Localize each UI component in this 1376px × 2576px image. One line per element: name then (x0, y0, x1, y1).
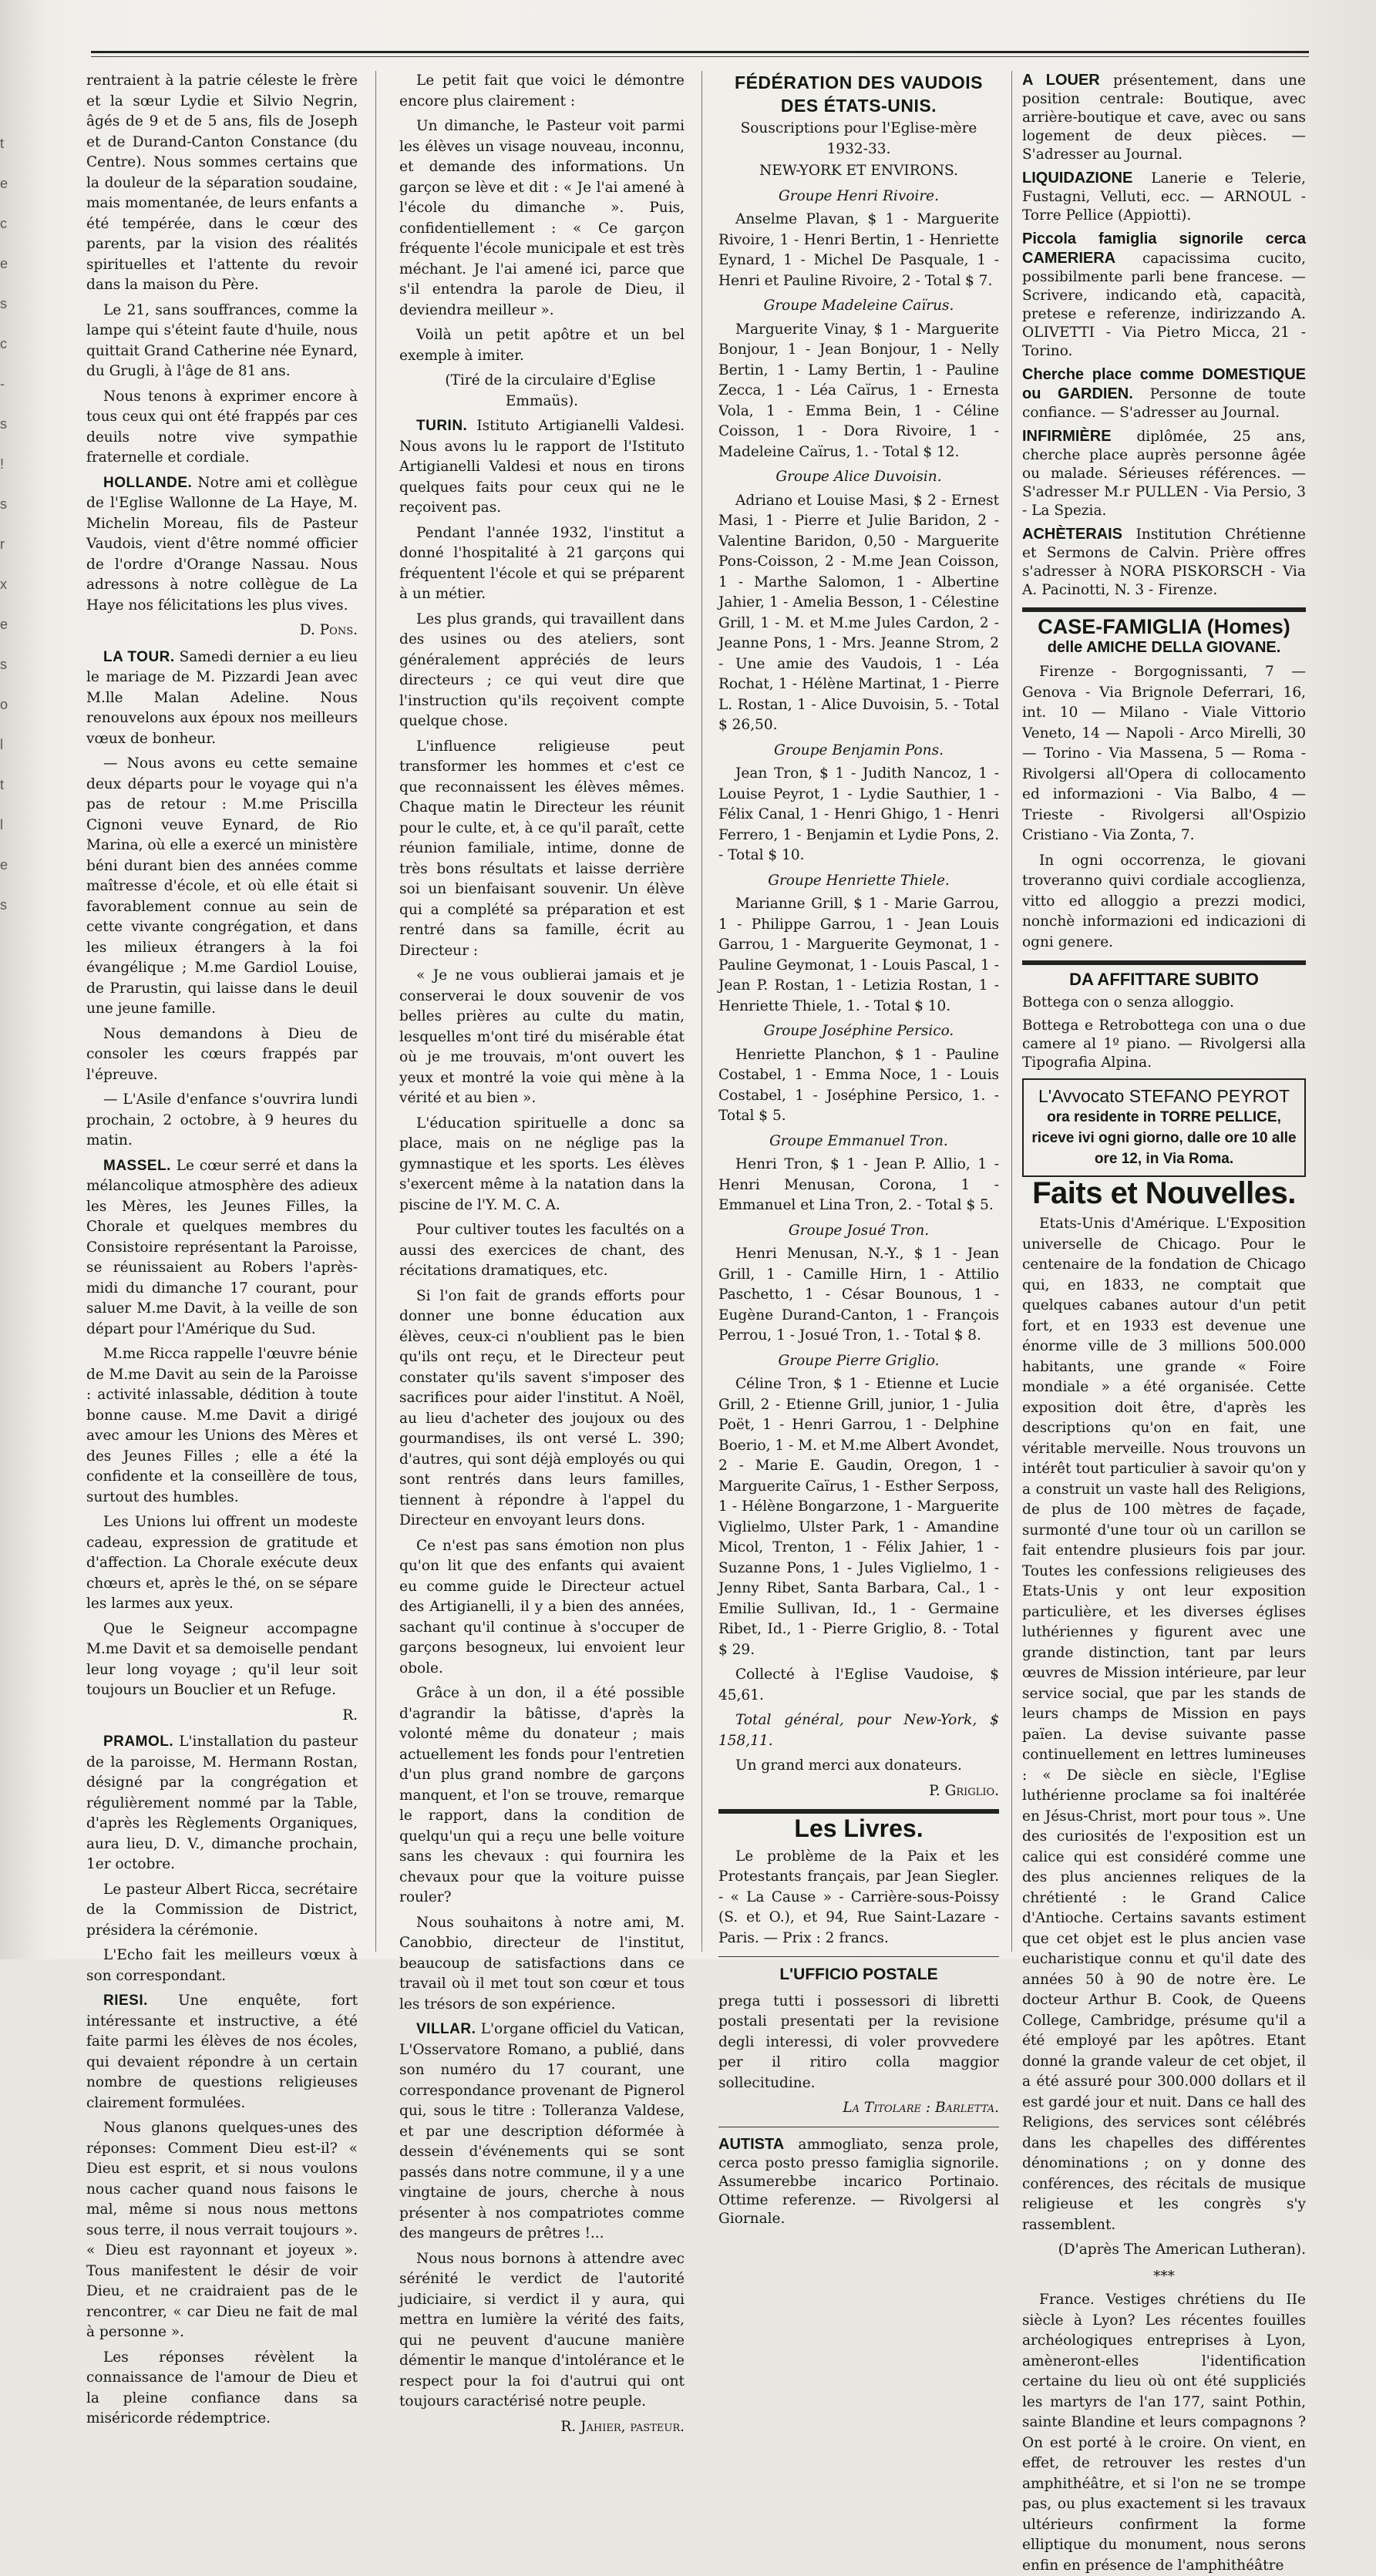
ad-text: Institution Chrétienne et Sermons de Calvin. Prière offres s'adresser à NORA PISKORSCH - Via A. Pacinotti, N. 3 - Firenze. (1022, 526, 1306, 598)
group-donors: Céline Tron, $ 1 - Etienne et Lucie Grill, 2 - Etienne Grill, junior, 1 - Julia Poët, 1 - Henri Garrou, 1 - Delphine Boerio, 1 - M. et M.me Albert Avondet, 2 - Marie E. Gaudin, Oregon, 1 - Marguerite Caïrus, 1 - Esther Serposs, 1 - Hélène Bongarzone, 1 - Marguerite Viglielmo, Ulster Park, 1 - Amandine Micol, Trenton, 1 - Félix Jahier, 1 - Suzanne Pons, 1 - Jules Viglielmo, 1 - Jenny Ribet, Santa Barbara, Cal., 1 - Emilie Sullivan, Id., 1 - Germaine Ribet, Id., 1 - Pierre Griglio, 8. - Total $ 29. (718, 1376, 999, 1658)
ad-heading: LIQUIDAZIONE (1022, 170, 1133, 187)
edge-mark: - (0, 376, 5, 392)
paragraph-text: Samedi dernier a eu lieu le mariage de M. Pizzardi Jean avec M.lle Malan Adeline. Nous renouvelons aux époux nos meilleurs vœux de bonheur. (86, 648, 358, 747)
paragraph: Nous nous bornons à attendre avec sérénité le verdict de l'autorité judiciaire, si verdict il y aura, qui mettra en lumière la vérité des faits, qui ne peuvent d'aucune manière démentir le manque d'intolérance et le respect pour la foi d'autrui qui ont toujours caractérisé notre peuple. (399, 2250, 685, 2410)
paragraph: M.me Ricca rappelle l'œuvre bénie de M.me Davit au sein de la Paroisse : activité inlassable, dédition à toute bonne cause. M.me Davit a dirigé avec amour les Unions des Mères et des Jeunes Filles ; elle a été la confidente et la conseillère de tous, surtout des humbles. (86, 1346, 358, 1505)
ad-heading: A LOUER (1022, 72, 1100, 89)
paragraph: — Nous avons eu cette semaine deux départs pour le voyage qui n'a pas de retour : M.me Priscilla Cignoni veuve Eynard, de Rio Marina, où elle a exercé un ministère béni durant bien des années comme maîtresse d'école, et où elle était si favorablement connue au sein de cette vivante congrégation, et dans les milieux étrangers à la foi évangélique ; M.me Gardiol Louise, de Prarustin, qui laisse dans le deuil une jeune famille. (86, 755, 358, 1017)
group-heading: Groupe Henri Rivoire. (778, 187, 939, 204)
donor-groups (718, 187, 999, 1661)
edge-mark: s (0, 296, 7, 311)
paragraph-text: L'organe officiel du Vatican, L'Osservatore Romano, a publié, dans son numéro du 17 courant, une correspondance provenant de Pignerol qui, sous le titre : Tolleranza Valdese, et par une description déformée à dessein d'événements qui se sont passés dans notre commune, il y a une vingtaine de jours, cherche à nous présenter à nos compatriotes comme des mangeurs de prêtres !... (399, 2021, 685, 2241)
paragraph: — L'Asile d'enfance s'ouvrira lundi prochain, 2 octobre, à 9 heures du matin. (86, 1091, 358, 1148)
paragraph: Les réponses révèlent la connaissance de l'amour de Dieu et la pleine confiance dans sa miséricorde rédemptrice. (86, 2349, 358, 2426)
section-rule (718, 1956, 999, 1957)
signature: P. Griglio. (929, 1782, 999, 1799)
paragraph: Ce n'est pas sans émotion non plus qu'on lit que des enfants qui avaient eu comme guide le Directeur actuel des Artigianelli, il y a bien des années, sachant qu'il continue à s'occuper de garçons besogneux, lui envoient leur obole. (399, 1537, 685, 1676)
faits-title: Faits et Nouvelles. (1032, 1175, 1296, 1210)
group-heading: Groupe Henriette Thiele. (768, 872, 950, 889)
ad-heading: Cherche place comme DOMESTIQUE ou GARDIEN. (1022, 366, 1306, 402)
case-famiglia-text: In ogni occorrenza, le giovani troveranno quivi cordiale accoglienza, vitto ed alloggio a prezzi modici, nonchè informazioni ed indicazioni di ogni genere. (1022, 852, 1306, 950)
section-rule (1022, 607, 1306, 612)
ufficio-text: prega tutti i possessori di libretti postali presentati per la revisione degli interessi, di voler provvedere per il ritiro colla maggior sollecitudine. (718, 1993, 999, 2091)
paragraph: Pendant l'année 1932, l'institut a donné l'hospitalité à 21 garçons qui fréquentent l'école et qui se préparent à un métier. (399, 524, 685, 602)
edge-mark: r (0, 536, 5, 552)
paragraph: Nous souhaitons à notre ami, M. Canobbio, directeur de l'institut, beaucoup de satisfactions dans ce travail où il met tout son cœur et tous les trésors de son expérience. (399, 1914, 685, 2013)
peyrot-ad-box (1022, 1078, 1306, 1177)
column-1 (86, 71, 358, 2426)
paragraph-text: Notre ami et collègue de l'Eglise Wallonne de La Haye, M. Michelin Moreau, fils de Pasteur Vaudois, vient d'être nommé officier de l'ordre d'Orange Nassau. Nous adressons à notre collègue de La Haye nos félicitations les plus vives. (86, 474, 358, 614)
section-heading: VILLAR. (416, 2021, 476, 2037)
column-divider (375, 71, 376, 1952)
top-rule-thin (91, 56, 1309, 57)
column-2 (399, 71, 685, 2435)
group-heading: Groupe Pierre Griglio. (778, 1352, 940, 1369)
edge-mark: c (0, 336, 7, 351)
group-donors: Adriano et Louise Masi, $ 2 - Ernest Masi, 1 - Pierre et Julie Baridon, 2 - Valentine Baridon, 0,50 - Marguerite Pons-Coisson, 2 - M.me Jean Coisson, 1 - Marthe Salomon, 1 - Albertine Jahier, 1 - Amelia Besson, 1 - Célestine Grill, 1 - M. et M.me Jules Cardon, 2 - Jeanne Pons, 1 - Mrs. Jeanne Strom, 2 - Une amie des Vaudois, 1 - Léa Rochat, 1 - Hélène Martinat, 1 - Pierre L. Rostan, 1 - Alice Duvoisin, 5. - Total $ 26,50. (718, 492, 999, 733)
section-heading: HOLLANDE. (103, 474, 193, 491)
ad-text: ammogliato, senza prole, cerca posto presso famiglia signorile. Assumerebbe incarico Portinaio. Ottime referenze. — Rivolgersi al Giornale. (718, 2136, 999, 2227)
case-famiglia-subtitle: delle AMICHE DELLA GIOVANE. (1047, 638, 1281, 656)
section-heading: PRAMOL. (103, 1734, 174, 1750)
paragraph: Les Unions lui offrent un modeste cadeau, expression de gratitude et d'affection. La Chorale exécute deux chœurs et, après le thé, on se sépare les larmes aux yeux. (86, 1514, 358, 1612)
section-heading: MASSEL. (103, 1157, 171, 1174)
column-4 (1022, 71, 1306, 2574)
news-item-villar (399, 2019, 685, 2245)
paragraph: Nous glanons quelques-unes des réponses: Comment Dieu est-il? « Dieu est esprit, et si nous voulons nous cacher quand nous faisons le mal, même si nous nous mettons sous terre, il nous verrait toujours ». « Dieu est rayonnant et joyeux ». Tous manifestent le désir de voir Dieu, et ne craidraient pas de le rencontrer, « car Dieu ne fait de mal à personne ». (86, 2120, 358, 2340)
column-3 (718, 71, 999, 2227)
group-donors: Anselme Plavan, $ 1 - Marguerite Rivoire, 1 - Henri Bertin, 1 - Henriette Eynard, 1 - Michel De Pasquale, 1 - Henri et Pauline Rivoire, 2 - Total $ 7. (718, 211, 999, 289)
ad-heading: AUTISTA (718, 2135, 785, 2153)
news-item-latour (86, 647, 358, 750)
affittare-title: DA AFFITTARE SUBITO (1069, 970, 1259, 989)
edge-mark: l (0, 737, 3, 752)
total-line: Total général, pour New-York, $ 158,11. (718, 1712, 999, 1749)
group-heading: Groupe Emmanuel Tron. (769, 1132, 948, 1149)
classified-ad (1022, 427, 1306, 520)
news-item-riesi (86, 1991, 358, 2114)
ad-text: capacissima cucito, possibilmente parli bene francese. — Scrivere, indicando età, capacità, pretese e referenze, indirizzando A. OLIVETTI - Via Pietro Micca, 21 - Torino. (1022, 251, 1306, 359)
ufficio-signature: La Titolare : Barletta. (843, 2100, 999, 2116)
affittare-line: Bottega e Retrobottega con una o due camere al 1º piano. — Rivolgersi alla Tipografia Alpina. (1022, 1017, 1306, 1071)
group-heading: Groupe Alice Duvoisin. (775, 469, 942, 485)
signature: R. Jahier, pasteur. (560, 2418, 685, 2435)
ufficio-title: L'UFFICIO POSTALE (779, 1966, 938, 1983)
classified-ad (1022, 71, 1306, 164)
faits-source: (D'après The American Lutheran). (1058, 2241, 1306, 2258)
section-heading: LA TOUR. (103, 648, 175, 665)
news-item-massel (86, 1156, 358, 1340)
ad-text: présentement, dans une position centrale: Boutique, avec arrière-boutique et cave, avec ou sans logement de deux pièces. — S'adresser au Journal. (1022, 72, 1306, 163)
group-heading: Groupe Madeleine Caïrus. (763, 298, 954, 314)
news-item-pramol (86, 1732, 358, 1875)
classified-ad (1022, 230, 1306, 361)
federation-title-line2: DES ÉTATS-UNIS. (780, 96, 937, 116)
paragraph: Que le Seigneur accompagne M.me Davit et sa demoiselle pendant leur long voyage ; qu'il leur soit toujours un Bouclier et un Refuge. (86, 1620, 358, 1698)
ad-heading: INFIRMIÈRE (1022, 428, 1112, 445)
top-rule (91, 51, 1309, 53)
group-heading: Groupe Benjamin Pons. (774, 742, 944, 758)
case-famiglia-title: CASE-FAMIGLIA (Homes) (1038, 615, 1290, 638)
paragraph: Un dimanche, le Pasteur voit parmi les élèves un visage nouveau, inconnu, et demande des informations. Un garçon se lève et dit : « Je l'ai amené à l'école du dimanche ». Puis, confidentiellement : « Ce garçon fréquente l'école municipale et est très méchant. Je l'ai amené ici, parce que s'il entendra la parole de Dieu, il deviendra meilleur ». (399, 118, 685, 318)
paragraph: Le 21, sans souffrances, comme la lampe qui s'éteint faute d'huile, nous quittait Grand Catherine née Eynard, du Grugli, à l'âge de 81 ans. (86, 301, 358, 379)
paragraph: L'Echo fait les meilleurs vœux à son correspondant. (86, 1947, 358, 1984)
paragraph-text: Istituto Artigianelli Valdesi. Nous avons lu le rapport de l'Istituto Artigianelli Valdesi et nous en tirons quelques faits pour ceux qui ne le reçoivent pas. (399, 418, 685, 516)
section-rule (1022, 960, 1306, 965)
ad-text: Lanerie e Telerie, Fustagni, Velluti, ecc. — ARNOUL - Torre Pellice (Appiotti). (1022, 170, 1306, 224)
edge-mark: s (0, 496, 7, 512)
federation-subtitle: Souscriptions pour l'Eglise-mère 1932-33. (740, 120, 977, 157)
paragraph: Les plus grands, qui travaillent dans des usines ou des ateliers, sont généralement appréciés de leurs directeurs ; ce qui veut dire que l'instruction qu'ils reçoivent compte quelque chose. (399, 610, 685, 729)
group-donors: Marianne Grill, $ 1 - Marie Garrou, 1 - Philippe Garrou, 1 - Jean Louis Garrou, 1 - Marguerite Geymonat, 1 - Pauline Geymonat, 1 - Louis Pascal, 1 - Jean P. Rostan, 1 - Letizia Rostan, 1 - Henriette Thiele, 1. - Total $ 10. (718, 896, 999, 1014)
classified-ad (1022, 169, 1306, 225)
edge-mark: l (0, 817, 3, 832)
group-heading: Groupe Joséphine Persico. (763, 1023, 954, 1039)
faits-lyon: France. Vestiges chrétiens du IIe siècle à Lyon? Les récentes fouilles archéologiques entreprises à Lyon, amèneront-elles l'identification certaine du lieu où ont été suppliciés les martyrs de l'an 177, saint Pothin, sainte Blandine et leurs compagnons ? On est porté à le croire. On vient, en effet, de retrouver les restes d'un amphithéâtre, et si l'on ne se trompe pas, ou plus exactement si les travaux ultérieurs confirment la forme elliptique du monument, nous serons enfin en présence de l'amphithéâtre (1022, 2292, 1306, 2574)
paragraph-text: Une enquête, fort intéressante et instructive, a été faite parmi les élèves de nos écoles, qui devaient répondre à un certain nombre de questions religieuses clairement formulées. (86, 1993, 358, 2111)
signature: D. Pons. (299, 622, 358, 638)
paragraph: Si l'on fait de grands efforts pour donner une bonne éducation aux élèves, ceux-ci n'oublient pas le bien qu'ils ont reçu, et le Directeur peut constater qu'ils savent s'imposer des sacrifices pour aider l'institut. A Noël, au lieu d'acheter des joujoux ou des gourmandises, ils ont versé L. 390; d'autres, qui sont déjà employés ou qui sont rentrés dans leurs familles, tiennent à répondre à l'appel du Directeur en envoyant leurs dons. (399, 1287, 685, 1528)
classified-ad (1022, 525, 1306, 600)
edge-mark: o (0, 697, 8, 712)
case-famiglia-text: Firenze - Borgognissanti, 7 — Genova - Via Brignole Deferrari, 16, int. 10 — Milano - Viale Vittorio Veneto, 14 — Napoli - Arco Mirelli, 30 — Torino - Via Massena, 5 — Roma - Rivolgersi all'Opera di collocamento ed informazioni - Via Balbo, 4 — Trieste - Rivolgersi all'Ospizio Cristiano - Via Zonta, 7. (1022, 664, 1306, 843)
signature: R. (342, 1707, 358, 1723)
column-divider (1011, 71, 1012, 1952)
section-heading: TURIN. (416, 418, 468, 434)
ad-text: diplômée, 25 ans, cherche place auprès personne âgée ou malade. Sérieuses références. — S'adresser M.r PULLEN - Via Persio, 3 - La Spezia. (1022, 429, 1306, 519)
group-heading: Groupe Josué Tron. (788, 1222, 930, 1239)
edge-mark: t (0, 777, 5, 792)
edge-mark: s (0, 897, 7, 913)
paragraph: Le petit fait que voici le démontre encore plus clairement : (399, 72, 685, 109)
group-donors: Henri Tron, $ 1 - Jean P. Allio, 1 - Henri Menusan, Corona, 1 - Emmanuel et Lina Tron, 2. - Total $ 5. (718, 1156, 999, 1213)
federation-region: NEW-YORK ET ENVIRONS. (759, 163, 958, 179)
livres-text: Le problème de la Paix et les Protestants français, par Jean Siegler. - « La Cause » - Carrière-sous-Poissy (S. et O.), et 94, Rue Saint-Lazare - Paris. — Prix : 2 francs. (718, 1848, 999, 1946)
ad-text: Personne de toute confiance. — S'adresser au Journal. (1022, 386, 1306, 421)
news-item-turin (399, 416, 685, 519)
paragraph-text: Le cœur serré et dans la mélancolique atmosphère des adieux les Mères, les Jeunes Filles, la Chorale et quelques membres du Consistoire représentant la Paroisse, se réunissaient au Robers l'après-midi du dimanche 17 courant, pour saluer M.me Davit, à la veille de son départ pour l'Amérique du Sud. (86, 1157, 358, 1337)
edge-mark: x (0, 577, 7, 592)
group-donors: Marguerite Vinay, $ 1 - Marguerite Bonjour, 1 - Jean Bonjour, 1 - Nelly Bertin, 1 - Lamy Bertin, 1 - Pauline Zecca, 1 - Léa Caïrus, 1 - Ernesta Vola, 1 - Emma Bein, 1 - Céline Coisson, 1 - Dora Rivoire, 1 - Madeleine Caïrus, 1. - Total $ 12. (718, 321, 999, 460)
section-heading: RIESI. (103, 1993, 148, 2009)
paragraph: Voilà un petit apôtre et un bel exemple à imiter. (399, 327, 685, 364)
faits-chicago: Etats-Unis d'Amérique. L'Exposition universelle de Chicago. Pour le centenaire de la fondation de Chicago qui, en 1833, ne comptait que quelques cabanes autour d'un petit fort, et en 1933 est devenue une énorme ville de 3 millions 500.000 habitants, une grande « Foire mondiale » a été organisée. Cette exposition doit être, d'après les descriptions qu'on en fait, une véritable merveille. Nous trouvons un intérêt tout particulier à savoir qu'on y a construit un vaste hall des Religions, de plus de 100 mètres de façade, surmonté d'une tour où un carillon se fait entendre plusieurs fois par jour. Toutes les confessions religieuses des Etats-Unis y ont leur exposition particulière, et les diverses églises luthériennes y figurent avec une grande distinction, tant par leurs œuvres de Mission intérieure, par leur service social, que par les stands de leurs champs de Mission en pays païen. La devise suivante passe continuellement en lettres lumineuses : « De siècle en siècle, l'Eglise luthérienne proclame sa foi inaltérée en Jésus-Christ, mort pour tous ». Une des curiosités de l'exposition est un calice qui est considéré comme une des plus anciennes reliques de la chrétienté : le Grand Calice d'Antioche. Certains savants estiment que cet objet est le plus ancien vase eucharistique connu et qu'il date des années 50 à 90 de notre ère. Le docteur Arthur B. Cook, de Queens College, Cambridge, présume qu'il a été employé par les apôtres. Etant donné la grande valeur de cet objet, il a été assuré pour 300.000 dollars et il est gardé jour et nuit. Dans ce hall des Religions, des services sont célébrés dans les chapelles des différentes dénominations ; on y donne des conférences, des récitals de musique religieuse et les congrès s'y rassemblent. (1022, 1216, 1306, 2233)
livres-title: Les Livres. (794, 1814, 924, 1842)
edge-mark: t (0, 136, 5, 151)
column-divider (701, 71, 702, 1952)
group-donors: Jean Tron, $ 1 - Judith Nancoz, 1 - Louise Peyrot, 1 - Lydie Sauthier, 1 - Félix Canal, 1 - Henri Ghigo, 1 - Henri Ferrero, 1 - Benjamin et Lydie Pons, 2. - Total $ 10. (718, 765, 999, 863)
paragraph: « Je ne vous oublierai jamais et je conserverai le doux souvenir de vos belles prières au culte du matin, lesquelles m'ont tiré du misérable état où je me trouvais, m'ont ouvert les yeux et montré la voie qui mène à la vérité et au bien ». (399, 967, 685, 1106)
federation-title: FÉDÉRATION DES VAUDOIS (735, 72, 983, 92)
paragraph: Nous demandons à Dieu de consoler les cœurs frappés par l'épreuve. (86, 1025, 358, 1083)
ad-heading: Piccola famiglia signorile cerca CAMERIERA (1022, 230, 1306, 267)
classified-ads (1022, 71, 1306, 600)
paragraph: L'influence religieuse peut transformer les hommes et c'est ce que reconnaissent les élèves mêmes. Chaque matin le Directeur les réunit pour le culte, et, à ce qu'il paraît, cette réunion familiale, intime, donne de très bons résultats et laisse derrière soi un bienfaisant souvenir. Un élève qui a complété sa préparation et est rentré dans sa famille, écrit au Directeur : (399, 738, 685, 959)
separator-stars: *** (1153, 2268, 1175, 2285)
edge-mark: e (0, 176, 8, 191)
ad-autista (718, 2135, 999, 2228)
paragraph-text: L'installation du pasteur de la paroisse, M. Hermann Rostan, désigné par la congrégation et régulièrement nommé par la Table, d'après les Règlements Organiques, aura lieu, D. V., dimanche prochain, 1er octobre. (86, 1734, 358, 1872)
group-donors: Henri Menusan, N.-Y., $ 1 - Jean Grill, 1 - Camille Hirn, 1 - Attilio Paschetto, 1 - César Bounous, 1 - Eugène Durand-Canton, 1 - François Perrou, 1 - Josué Tron, 1. - Total $ 8. (718, 1246, 999, 1343)
edge-mark: c (0, 216, 7, 231)
paragraph: Grâce à un don, il a été possible d'agrandir la bâtisse, d'après la volonté même du donateur ; mais actuellement les fonds pour l'entretien d'un plus grand nombre de garçons manquent, et l'on se trouve, remarque le rapport, dans la condition de quelqu'un qui a reçu une belle voiture sans les chevaux : qui fournira les chevaux pour que la voiture puisse rouler? (399, 1685, 685, 1905)
paragraph: Le pasteur Albert Ricca, secrétaire de la Commission de District, présidera la cérémonie. (86, 1881, 358, 1939)
source-note: (Tiré de la circulaire d'Eglise Emmaüs). (445, 372, 656, 409)
thanks-line: Un grand merci aux donateurs. (735, 1757, 962, 1774)
collect-line: Collecté à l'Eglise Vaudoise, $ 45,61. (718, 1666, 999, 1703)
affittare-line: Bottega con o senza alloggio. (1022, 994, 1234, 1011)
edge-mark: e (0, 256, 8, 271)
paragraph: Nous tenons à exprimer encore à tous ceux qui ont été frappés par ces deuils notre vive sympathie fraternelle et cordiale. (86, 388, 358, 466)
edge-mark: ! (0, 456, 5, 472)
peyrot-name: L'Avvocato STEFANO PEYROT (1038, 1085, 1290, 1106)
paragraph: rentraient à la patrie céleste le frère et la sœur Lydie et Silvio Negrin, âgés de 9 et de 5 ans, fils de Joseph et de Durand-Canton Constance (du Centre). Nous sommes certains que la douleur de la séparation soudaine, mais momentanée, de leurs enfants a été tempérée, dans le cœur des parents, par la vision des réalités spirituelles et l'attente du revoir dans la maison du Père. (86, 72, 358, 293)
paragraph: L'éducation spirituelle a donc sa place, mais on ne néglige pas la gymnastique et les sports. Les élèves s'exercent même à la natation dans la piscine de l'Y. M. C. A. (399, 1115, 685, 1213)
edge-mark: s (0, 416, 7, 432)
edge-mark: s (0, 657, 7, 672)
classified-ad (1022, 365, 1306, 422)
group-donors: Henriette Planchon, $ 1 - Pauline Costabel, 1 - Emma Noce, 1 - Louis Costabel, 1 - Joséphine Persico, 1. - Total $ 5. (718, 1046, 999, 1124)
edge-mark: e (0, 617, 8, 632)
section-rule (718, 1809, 999, 1814)
adjacent-page-edge (0, 123, 19, 925)
peyrot-text: ora residente in TORRE PELLICE, riceve ivi ogni giorno, dalle ore 10 alle ore 12, in Via Roma. (1031, 1108, 1297, 1167)
edge-mark: e (0, 857, 8, 873)
paragraph: Pour cultiver toutes les facultés on a aussi des exercices de chant, des récitations dramatiques, etc. (399, 1222, 685, 1279)
ad-heading: ACHÈTERAIS (1022, 526, 1123, 543)
news-item-hollande (86, 473, 358, 617)
